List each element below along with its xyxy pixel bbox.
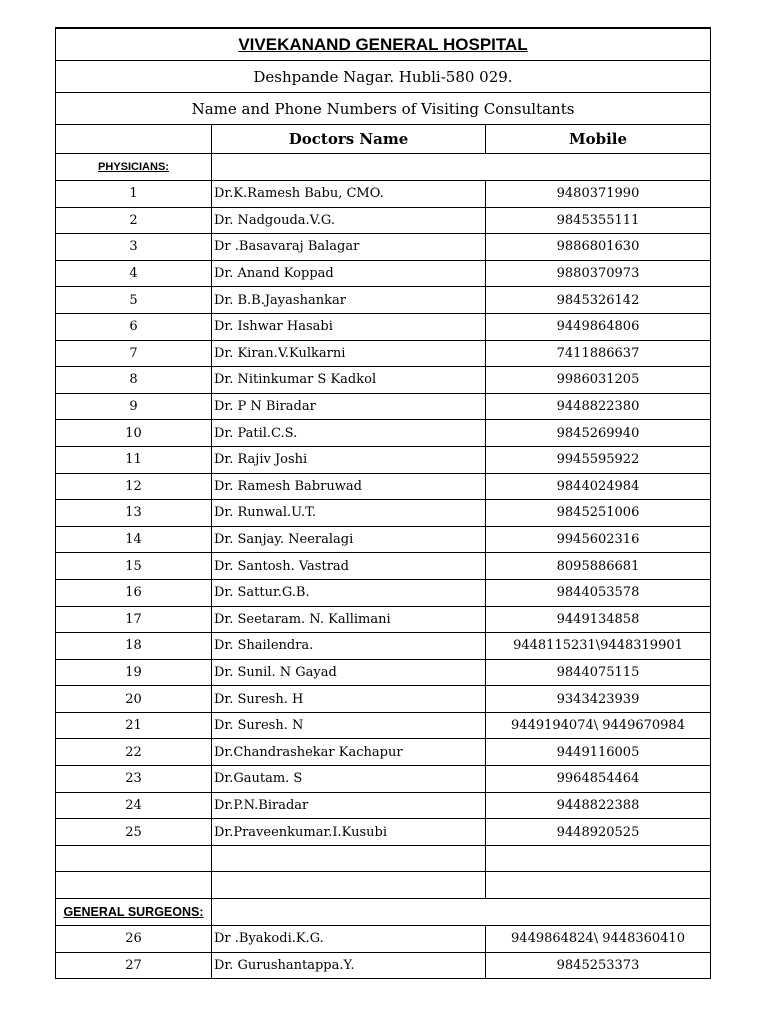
table-row [56, 287, 711, 314]
serial-number: 10 [56, 420, 212, 447]
serial-number: 17 [56, 606, 212, 633]
doctor-column-header: Doctors Name [212, 125, 486, 154]
table-row [56, 579, 711, 606]
section-spacer [212, 899, 711, 926]
serial-number: 12 [56, 473, 212, 500]
table-row [56, 313, 711, 340]
mobile-number: 9449134858 [486, 606, 711, 633]
table-row [56, 446, 711, 473]
serial-number: 19 [56, 659, 212, 686]
table-row [56, 712, 711, 739]
doctor-name: Dr. Seetaram. N. Kallimani [212, 606, 486, 633]
table-row [56, 234, 711, 261]
mobile-number: 9448115231\9448319901 [486, 633, 711, 660]
blank-row [56, 872, 711, 899]
mobile-number: 9449194074\ 9449670984 [486, 712, 711, 739]
mobile-number: 9964854464 [486, 766, 711, 793]
doctor-name: Dr. Suresh. H [212, 686, 486, 713]
section-header-row [56, 899, 711, 926]
table-row [56, 181, 711, 208]
doctor-name: Dr. Runwal.U.T. [212, 500, 486, 527]
consultants-table-body [56, 28, 711, 979]
doctor-name: Dr. Ramesh Babruwad [212, 473, 486, 500]
address-row [56, 61, 711, 93]
blank-cell [56, 872, 212, 899]
column-header-row [56, 125, 711, 154]
blank-row [56, 845, 711, 872]
mobile-number: 9449116005 [486, 739, 711, 766]
table-row [56, 473, 711, 500]
table-row [56, 606, 711, 633]
doctor-name: Dr. Kiran.V.Kulkarni [212, 340, 486, 367]
serial-number: 25 [56, 819, 212, 846]
serial-number: 18 [56, 633, 212, 660]
hospital-address: Deshpande Nagar. Hubli-580 029. [56, 61, 711, 93]
mobile-number: 9844075115 [486, 659, 711, 686]
serial-number: 15 [56, 553, 212, 580]
section-label: GENERAL SURGEONS: [56, 899, 212, 926]
serial-number: 27 [56, 952, 212, 979]
serial-number: 20 [56, 686, 212, 713]
table-row [56, 926, 711, 953]
doctor-name: Dr. Nadgouda.V.G. [212, 207, 486, 234]
mobile-number: 9845253373 [486, 952, 711, 979]
doctor-name: Dr. Suresh. N [212, 712, 486, 739]
mobile-number: 9945602316 [486, 526, 711, 553]
serial-number: 21 [56, 712, 212, 739]
table-row [56, 739, 711, 766]
doctor-name: Dr .Byakodi.K.G. [212, 926, 486, 953]
doctor-name: Dr. Sanjay. Neeralagi [212, 526, 486, 553]
serial-number: 6 [56, 313, 212, 340]
doctor-name: Dr. Ishwar Hasabi [212, 313, 486, 340]
doctor-name: Dr. B.B.Jayashankar [212, 287, 486, 314]
mobile-number: 7411886637 [486, 340, 711, 367]
document-subtitle: Name and Phone Numbers of Visiting Consultants [56, 93, 711, 125]
doctor-name: Dr. Shailendra. [212, 633, 486, 660]
serial-number: 22 [56, 739, 212, 766]
serial-number: 2 [56, 207, 212, 234]
table-row [56, 367, 711, 394]
blank-cell [212, 872, 486, 899]
serial-column-header [56, 125, 212, 154]
mobile-number: 9449864824\ 9448360410 [486, 926, 711, 953]
table-row [56, 260, 711, 287]
doctor-name: Dr.P.N.Biradar [212, 792, 486, 819]
mobile-number: 8095886681 [486, 553, 711, 580]
consultants-table [55, 27, 711, 979]
table-row [56, 686, 711, 713]
doctor-name: Dr. Sattur.G.B. [212, 579, 486, 606]
serial-number: 14 [56, 526, 212, 553]
serial-number: 26 [56, 926, 212, 953]
doctor-name: Dr.Gautam. S [212, 766, 486, 793]
doctor-name: Dr. Patil.C.S. [212, 420, 486, 447]
table-row [56, 819, 711, 846]
mobile-number: 9845355111 [486, 207, 711, 234]
doctor-name: Dr.K.Ramesh Babu, CMO. [212, 181, 486, 208]
serial-number: 16 [56, 579, 212, 606]
mobile-number: 9845251006 [486, 500, 711, 527]
mobile-number: 9449864806 [486, 313, 711, 340]
mobile-number: 9986031205 [486, 367, 711, 394]
mobile-number: 9880370973 [486, 260, 711, 287]
table-row [56, 633, 711, 660]
table-row [56, 340, 711, 367]
mobile-column-header: Mobile [486, 125, 711, 154]
section-label: PHYSICIANS: [56, 154, 212, 181]
doctor-name: Dr. Santosh. Vastrad [212, 553, 486, 580]
subtitle-row [56, 93, 711, 125]
doctor-name: Dr. Gurushantappa.Y. [212, 952, 486, 979]
serial-number: 4 [56, 260, 212, 287]
serial-number: 1 [56, 181, 212, 208]
doctor-name: Dr. Nitinkumar S Kadkol [212, 367, 486, 394]
mobile-number: 9844053578 [486, 579, 711, 606]
serial-number: 11 [56, 446, 212, 473]
mobile-number: 9886801630 [486, 234, 711, 261]
serial-number: 8 [56, 367, 212, 394]
serial-number: 24 [56, 792, 212, 819]
mobile-number: 9448822380 [486, 393, 711, 420]
blank-cell [56, 845, 212, 872]
doctor-name: Dr .Basavaraj Balagar [212, 234, 486, 261]
doctor-name: Dr.Chandrashekar Kachapur [212, 739, 486, 766]
hospital-title-cell [56, 28, 711, 61]
table-row [56, 952, 711, 979]
table-row [56, 207, 711, 234]
table-row [56, 659, 711, 686]
serial-number: 7 [56, 340, 212, 367]
table-row [56, 526, 711, 553]
table-row [56, 792, 711, 819]
mobile-number: 9343423939 [486, 686, 711, 713]
doctor-name: Dr. Rajiv Joshi [212, 446, 486, 473]
mobile-number: 9480371990 [486, 181, 711, 208]
mobile-number: 9845326142 [486, 287, 711, 314]
mobile-number: 9945595922 [486, 446, 711, 473]
section-spacer [212, 154, 711, 181]
serial-number: 5 [56, 287, 212, 314]
serial-number: 23 [56, 766, 212, 793]
title-row [56, 28, 711, 61]
doctor-name: Dr. Anand Koppad [212, 260, 486, 287]
section-header-row [56, 154, 711, 181]
hospital-title: VIVEKANAND GENERAL HOSPITAL [238, 34, 528, 54]
mobile-number: 9448822388 [486, 792, 711, 819]
table-row [56, 393, 711, 420]
table-row [56, 500, 711, 527]
serial-number: 13 [56, 500, 212, 527]
blank-cell [486, 872, 711, 899]
table-row [56, 553, 711, 580]
mobile-number: 9844024984 [486, 473, 711, 500]
table-row [56, 420, 711, 447]
blank-cell [212, 845, 486, 872]
serial-number: 3 [56, 234, 212, 261]
blank-cell [486, 845, 711, 872]
mobile-number: 9845269940 [486, 420, 711, 447]
mobile-number: 9448920525 [486, 819, 711, 846]
doctor-name: Dr. P N Biradar [212, 393, 486, 420]
doctor-name: Dr.Praveenkumar.I.Kusubi [212, 819, 486, 846]
doctor-name: Dr. Sunil. N Gayad [212, 659, 486, 686]
serial-number: 9 [56, 393, 212, 420]
table-row [56, 766, 711, 793]
